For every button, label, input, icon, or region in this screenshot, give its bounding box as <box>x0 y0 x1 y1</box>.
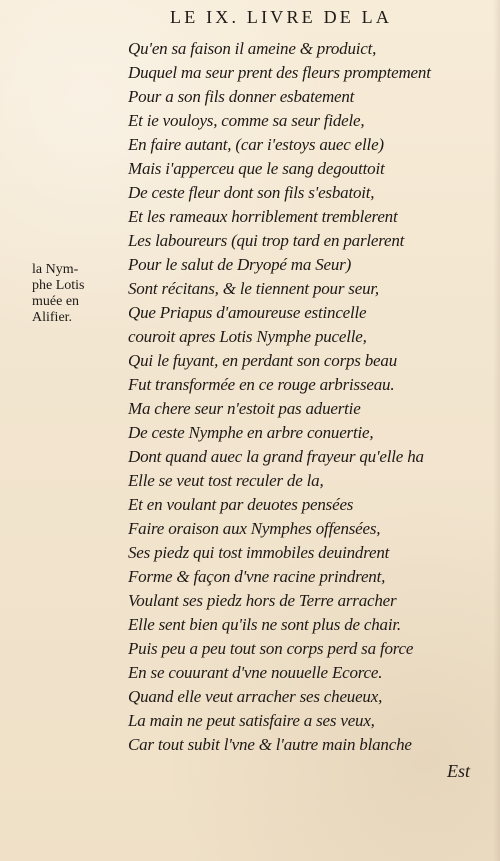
verse-line: Puis peu a peu tout son corps perd sa force <box>128 639 414 658</box>
catchword: Est <box>447 761 471 781</box>
verse-line: Pour le salut de Dryopé ma Seur) <box>128 255 352 274</box>
verse-line: Et les rameaux horriblement tremblerent <box>128 207 398 226</box>
verse-line: Elle sent bien qu'ils ne sont plus de chair. <box>128 615 401 634</box>
verse-line: De ceste Nymphe en arbre conuertie, <box>128 423 374 442</box>
running-head: LE IX. LIVRE DE LA <box>170 7 393 27</box>
verse-line: Ses piedz qui tost immobiles deuindrent <box>128 543 390 562</box>
verse-line: Elle se veut tost reculer de la, <box>128 471 324 490</box>
verse-line: Quand elle veut arracher ses cheueux, <box>128 687 383 706</box>
verse-line: Voulant ses piedz hors de Terre arracher <box>128 591 397 610</box>
verse-line: Sont récitans, & le tiennent pour seur, <box>128 279 379 298</box>
verse-line: Qui le fuyant, en perdant son corps beau <box>128 351 397 370</box>
verse-line: Que Priapus d'amoureuse estincelle <box>128 303 367 322</box>
verse-line: Les laboureurs (qui trop tard en parlerent <box>128 231 405 250</box>
verse-line: De ceste fleur dont son fils s'esbatoit, <box>128 183 375 202</box>
verse-line: Car tout subit l'vne & l'autre main blanche <box>128 735 412 754</box>
verse-line: couroit apres Lotis Nymphe pucelle, <box>128 327 367 346</box>
verse-line: Forme & façon d'vne racine prindrent, <box>128 567 386 586</box>
verse-line: Ma chere seur n'estoit pas aduertie <box>128 399 361 418</box>
verse-line: Duquel ma seur prent des fleurs promptement <box>128 63 431 82</box>
verse-line: Faire oraison aux Nymphes offensées, <box>128 519 381 538</box>
verse-line: La main ne peut satisfaire a ses veux, <box>128 711 375 730</box>
verse-line: Pour a son fils donner esbatement <box>128 87 355 106</box>
verse-line: Et en voulant par deuotes pensées <box>128 495 354 514</box>
verse-line: En faire autant, (car i'estoys auec elle) <box>128 135 384 154</box>
verse-line: Fut transformée en ce rouge arbrisseau. <box>128 375 395 394</box>
verse-line: Mais i'apperceu que le sang degouttoit <box>128 159 385 178</box>
verse-line: Qu'en sa faison il ameine & produict, <box>128 39 377 58</box>
margin-note: la Nym- phe Lotis muée en Alifier. <box>32 262 85 325</box>
verse-line: Et ie vouloys, comme sa seur fidele, <box>128 111 365 130</box>
verse-line: Dont quand auec la grand frayeur qu'elle ha <box>128 447 424 466</box>
verse-line: En se couurant d'vne nouuelle Ecorce. <box>128 663 383 682</box>
